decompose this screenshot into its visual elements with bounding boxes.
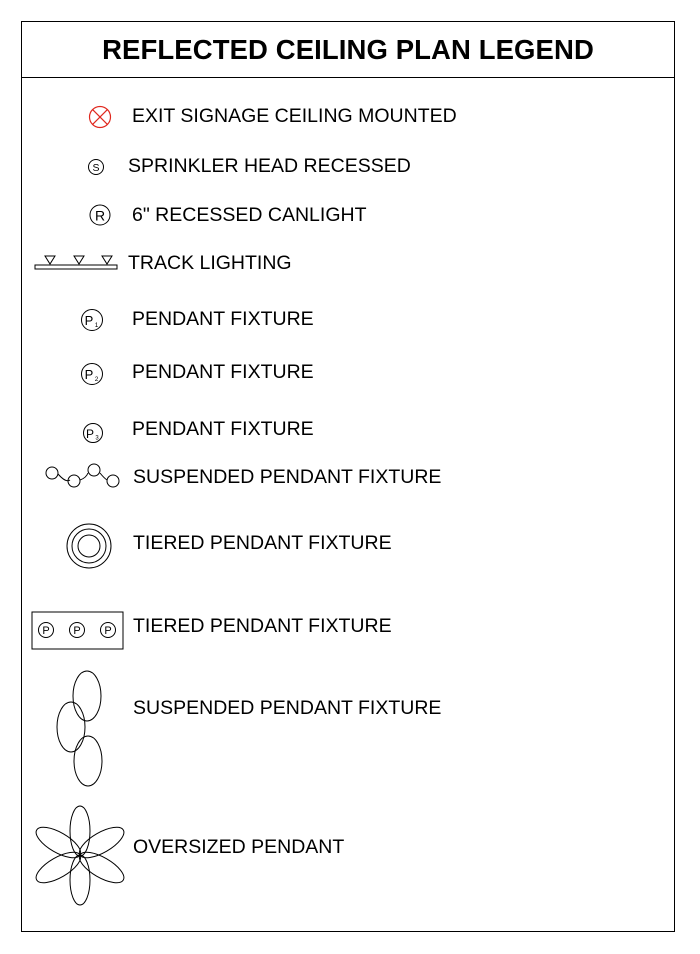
- legend-item-suspended-ovals-label: SUSPENDED PENDANT FIXTURE: [133, 697, 442, 719]
- legend-item-suspended-chain-label: SUSPENDED PENDANT FIXTURE: [133, 466, 442, 488]
- row-symbol-text-1: P: [42, 625, 50, 637]
- legend-item-canlight-label: 6" RECESSED CANLIGHT: [132, 204, 367, 226]
- legend-item-pendant-p1-label: PENDANT FIXTURE: [132, 308, 314, 330]
- exit-sign-icon: [90, 107, 111, 128]
- legend-item-sprinkler-label: SPRINKLER HEAD RECESSED: [128, 155, 411, 177]
- p3-symbol-text: P: [85, 427, 95, 441]
- legend-item-pendant-p3-label: PENDANT FIXTURE: [132, 418, 314, 440]
- legend-item-pendant-p2-label: PENDANT FIXTURE: [132, 361, 314, 383]
- legend-item-tiered-rings-label: TIERED PENDANT FIXTURE: [133, 532, 392, 554]
- oversized-pendant-flower-icon: [32, 806, 129, 905]
- pendant-fixture-p3-icon: [84, 424, 103, 443]
- row-symbol-text-3: P: [104, 625, 112, 637]
- pendant-fixture-p2-icon: [82, 364, 103, 385]
- legend-item-tiered-row-label: TIERED PENDANT FIXTURE: [133, 615, 392, 637]
- sprinkler-symbol-text: S: [92, 162, 100, 174]
- recessed-canlight-icon: [90, 205, 110, 225]
- track-lighting-icon: [35, 256, 117, 269]
- suspended-pendant-chain-icon: [46, 464, 119, 487]
- p1-symbol-text: P: [84, 313, 94, 328]
- pendant-fixture-p1-icon: [82, 310, 103, 331]
- legend-item-oversized-label: OVERSIZED PENDANT: [133, 836, 345, 858]
- legend-item-exit-sign-label: EXIT SIGNAGE CEILING MOUNTED: [132, 105, 457, 127]
- legend-item-track-lighting-label: TRACK LIGHTING: [128, 252, 292, 274]
- tiered-pendant-row-icon: [32, 612, 123, 649]
- p2-symbol-text: P: [84, 367, 94, 382]
- tiered-pendant-rings-icon: [67, 524, 111, 568]
- p3-subscript: 3: [95, 435, 99, 442]
- suspended-pendant-ovals-icon: [57, 671, 102, 786]
- legend-title: REFLECTED CEILING PLAN LEGEND: [102, 33, 594, 65]
- row-symbol-text-2: P: [73, 625, 81, 637]
- p2-subscript: 2: [94, 376, 99, 383]
- canlight-symbol-text: R: [94, 207, 106, 224]
- sprinkler-head-icon: [89, 160, 104, 175]
- p1-subscript: 1: [94, 322, 99, 329]
